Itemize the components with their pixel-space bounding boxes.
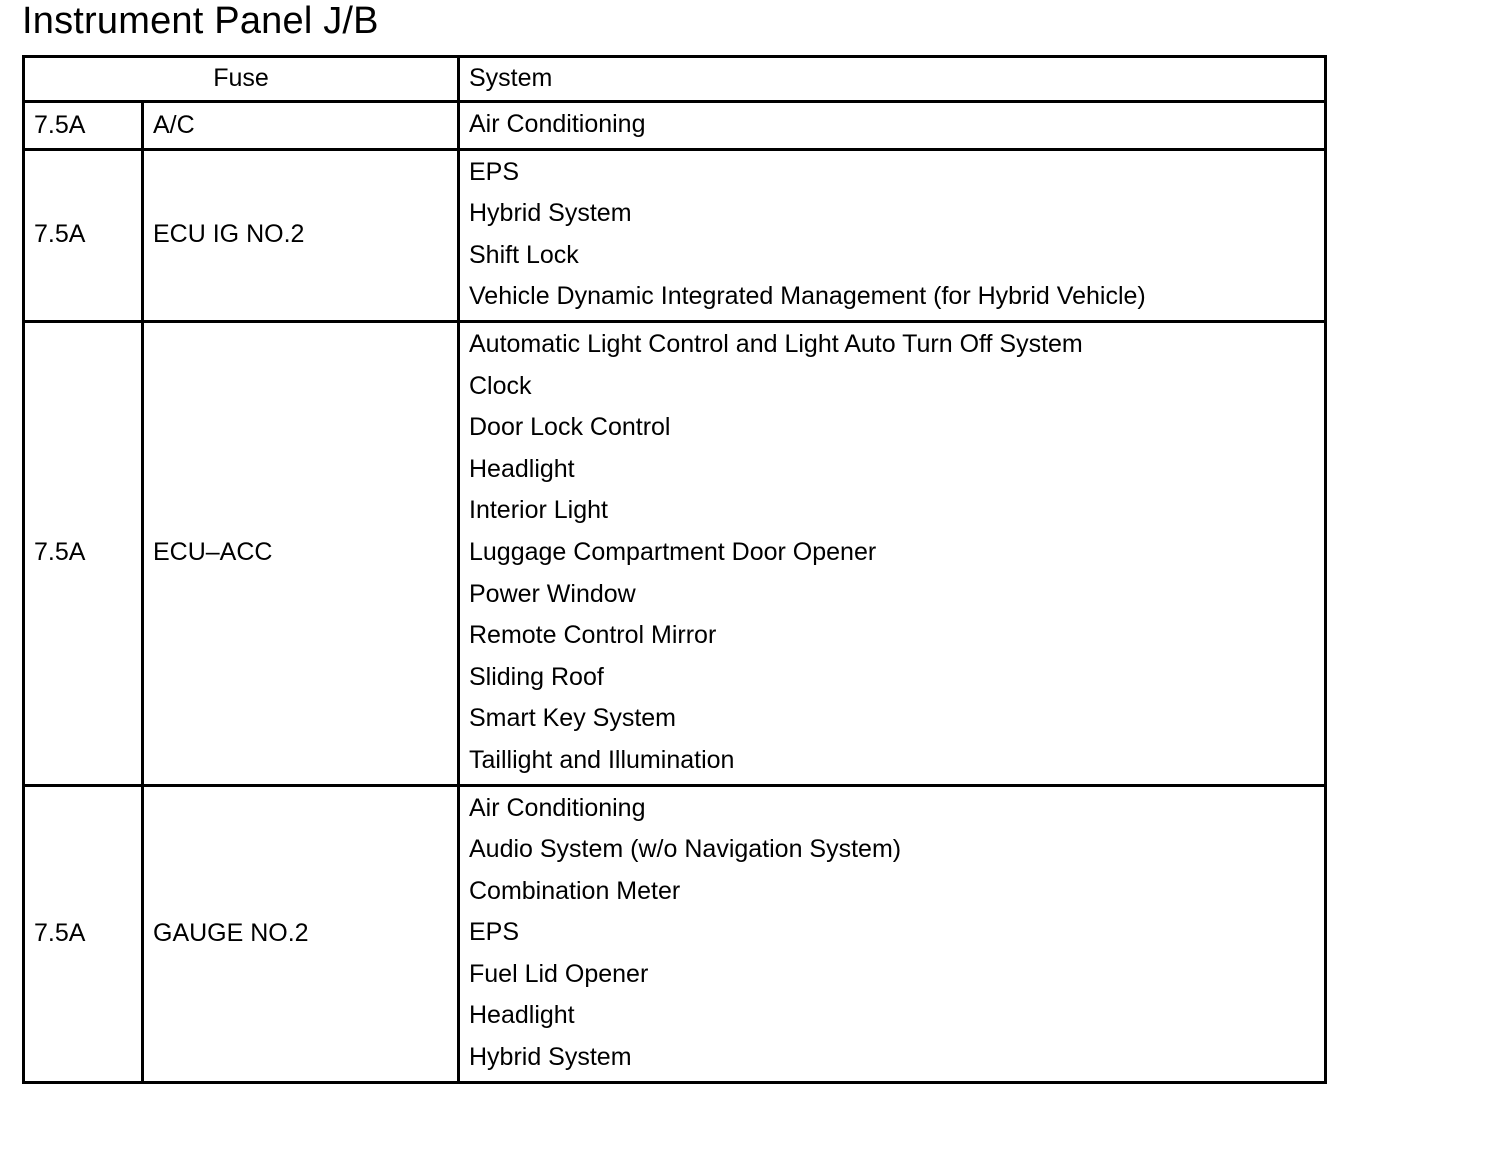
system-item: Taillight and Illumination bbox=[469, 745, 735, 774]
system-column-header: System bbox=[459, 57, 1326, 102]
fuse-table bbox=[22, 55, 1327, 1084]
system-list-cell bbox=[459, 102, 1326, 150]
table-header-row bbox=[24, 57, 1326, 102]
system-item: Headlight bbox=[469, 454, 575, 483]
system-item: Shift Lock bbox=[469, 240, 579, 269]
system-item: Automatic Light Control and Light Auto Turn Off System bbox=[469, 329, 1083, 358]
system-item: Hybrid System bbox=[469, 199, 632, 228]
system-item: Hybrid System bbox=[469, 1043, 632, 1072]
fuse-amperage-cell: 7.5A bbox=[24, 321, 143, 785]
system-item: EPS bbox=[469, 918, 520, 947]
system-list-cell bbox=[459, 785, 1326, 1082]
fuse-amperage-cell: 7.5A bbox=[24, 102, 143, 150]
fuse-name-cell: ECU IG NO.2 bbox=[143, 149, 459, 321]
system-item: Audio System (w/o Navigation System) bbox=[469, 835, 902, 864]
system-item: Remote Control Mirror bbox=[469, 621, 717, 650]
fuse-amperage-cell: 7.5A bbox=[24, 785, 143, 1082]
system-item: Sliding Roof bbox=[469, 662, 604, 691]
table-row bbox=[24, 149, 1326, 321]
system-list-cell bbox=[459, 149, 1326, 321]
system-item: Smart Key System bbox=[469, 704, 676, 733]
table-row bbox=[24, 321, 1326, 785]
system-item: Headlight bbox=[469, 1001, 575, 1030]
system-item: Fuel Lid Opener bbox=[469, 959, 649, 988]
system-list-cell bbox=[459, 321, 1326, 785]
fuse-amperage-cell: 7.5A bbox=[24, 149, 143, 321]
system-item: Air Conditioning bbox=[469, 793, 646, 822]
system-item: Air Conditioning bbox=[469, 110, 646, 138]
system-item: Combination Meter bbox=[469, 876, 681, 905]
table-body bbox=[24, 102, 1326, 1083]
system-item: Clock bbox=[469, 371, 532, 400]
fuse-name-cell: A/C bbox=[143, 102, 459, 150]
fuse-name-cell: ECU–ACC bbox=[143, 321, 459, 785]
fuse-column-header: Fuse bbox=[24, 57, 459, 102]
system-item: Luggage Compartment Door Opener bbox=[469, 537, 877, 566]
fuse-name-cell: GAUGE NO.2 bbox=[143, 785, 459, 1082]
page-title: Instrument Panel J/B bbox=[22, 0, 379, 42]
table-row bbox=[24, 785, 1326, 1082]
system-item: Door Lock Control bbox=[469, 413, 671, 442]
table-row bbox=[24, 102, 1326, 150]
system-item: Vehicle Dynamic Integrated Management (for Hybrid Vehicle) bbox=[469, 282, 1146, 311]
system-item: EPS bbox=[469, 157, 520, 186]
system-item: Power Window bbox=[469, 579, 636, 608]
system-item: Interior Light bbox=[469, 496, 608, 525]
